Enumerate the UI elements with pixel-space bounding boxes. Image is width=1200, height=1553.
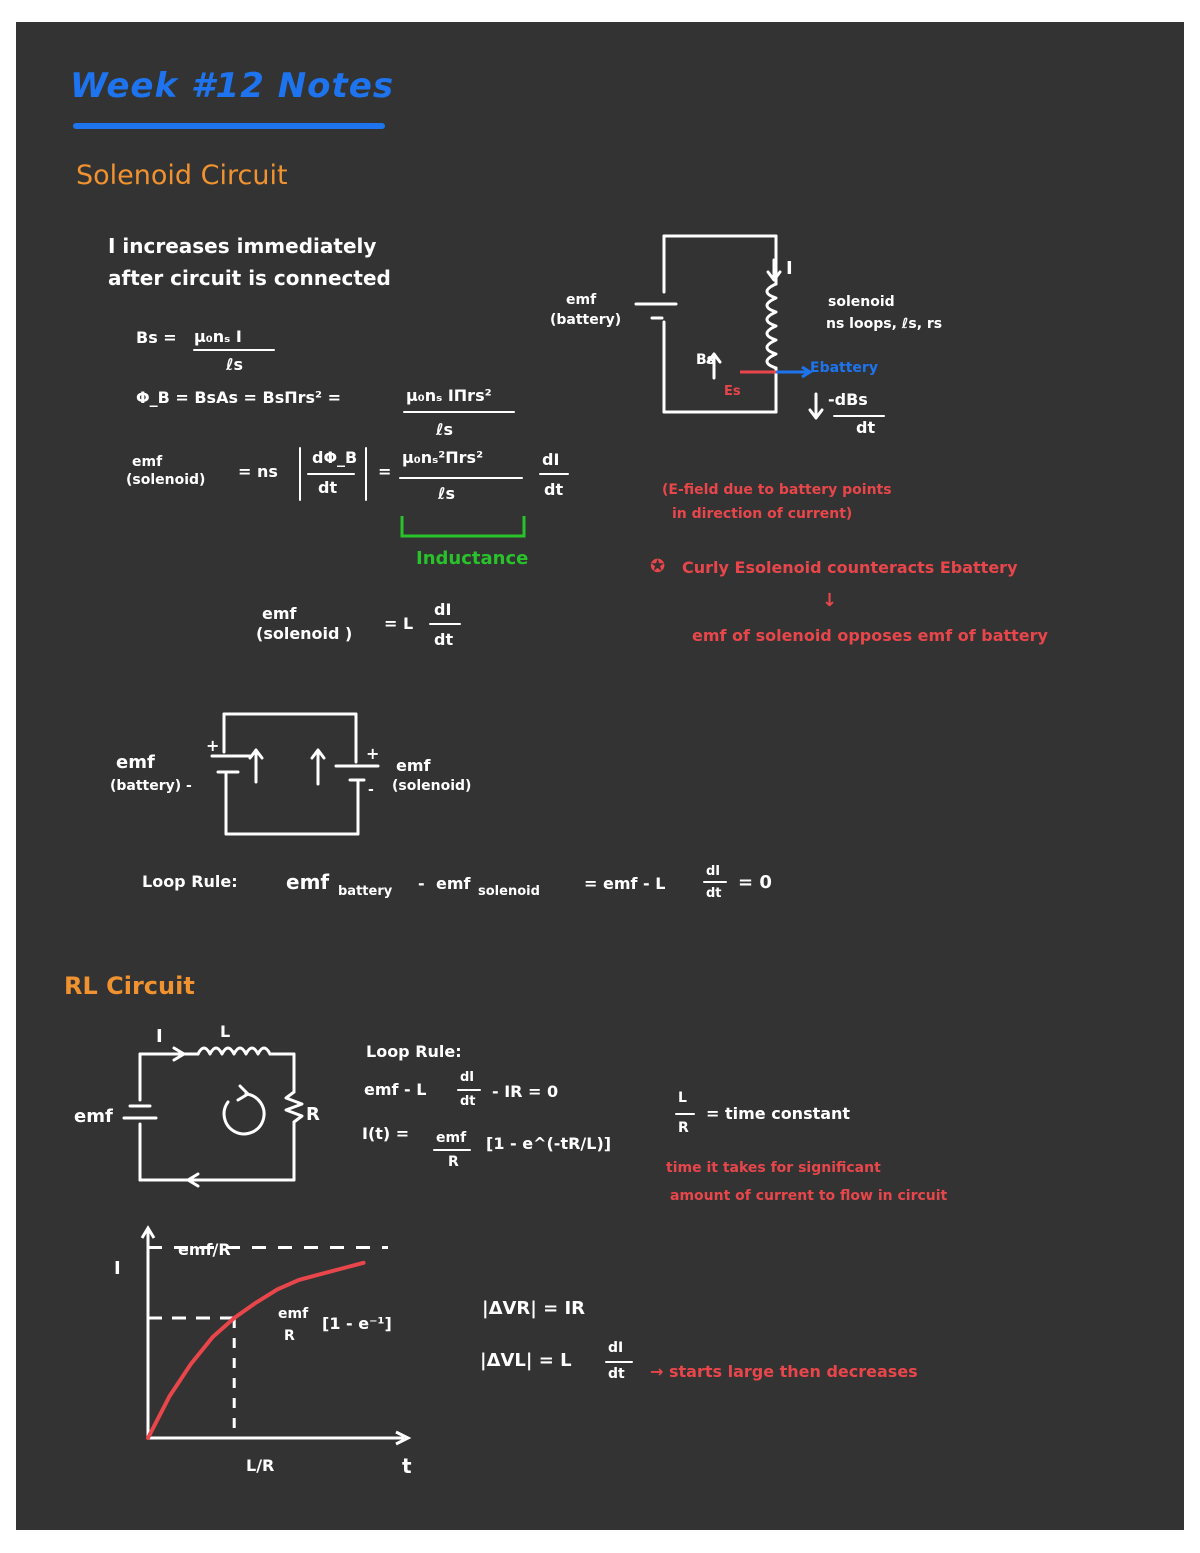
page-title: Week #12 Notes — [70, 66, 395, 106]
chart-point — [297, 1278, 300, 1281]
loop-rule-emf2: emf — [436, 874, 471, 893]
chart-x-label: t — [402, 1454, 412, 1478]
time-const-text: = time constant — [706, 1104, 851, 1123]
chart-marker-tail: [1 - e⁻¹] — [322, 1314, 392, 1333]
loop-left-plus: + — [206, 736, 220, 755]
rl-loop-eq-b: - IR = 0 — [492, 1082, 559, 1101]
chart-point — [190, 1362, 193, 1365]
dv-l-den: dt — [608, 1366, 625, 1382]
loop-rule-num: dI — [706, 864, 721, 879]
eq-emf-lhs-bottom: (solenoid) — [126, 472, 206, 488]
loop-right-top: emf — [396, 756, 431, 775]
chart-marker-num: emf — [278, 1306, 309, 1322]
eq-emf-den: ℓs — [438, 484, 456, 503]
diagram-solenoid-bottom: ns loops, ℓs, rs — [826, 316, 943, 332]
eq-emfL-den: dt — [434, 630, 454, 649]
time-note-1: time it takes for significant — [666, 1160, 881, 1176]
rl-current-eq-lhs: I(t) = — [362, 1124, 410, 1143]
diagram-dbs-den: dt — [856, 418, 876, 437]
loop-right-minus: - — [368, 782, 374, 798]
chart-point — [168, 1395, 171, 1398]
chart-asymptote-label: emf/R — [178, 1240, 231, 1259]
eq-emf-eq: = — [378, 462, 392, 481]
chart-point — [340, 1267, 343, 1270]
note-efield-2: in direction of current) — [672, 506, 853, 522]
chart-point — [211, 1336, 214, 1339]
rl-current-eq-den: R — [448, 1154, 459, 1170]
loop-right-bottom: (solenoid) — [392, 778, 472, 794]
time-const-num: L — [678, 1090, 687, 1106]
time-const-den: R — [678, 1120, 689, 1136]
loop-rule-den: dt — [706, 886, 722, 901]
loop-rule-end: = 0 — [738, 872, 772, 893]
loop-rule-emf1: emf — [286, 870, 330, 894]
chart-point — [147, 1437, 150, 1440]
eq-bs-lhs: Bs = — [136, 328, 177, 347]
note-curly: Curly Esolenoid counteracts Ebattery — [682, 558, 1018, 577]
notes-page — [16, 22, 1184, 1530]
loop-right-plus: + — [366, 744, 380, 763]
solenoid-heading: Solenoid Circuit — [76, 160, 288, 191]
eq-flux-num: μ₀nₛ IΠrs² — [406, 386, 492, 405]
rl-heading: RL Circuit — [64, 972, 195, 1000]
chart-y-label: I — [114, 1258, 121, 1279]
dv-l-lhs: |ΔVL| = L — [480, 1350, 572, 1371]
eq-emfL-num: dI — [434, 600, 452, 619]
loop-rule-sub1: battery — [338, 884, 393, 899]
rl-current-eq-num: emf — [436, 1130, 467, 1146]
rl-resistor-label: R — [306, 1104, 320, 1125]
chart-point — [319, 1273, 322, 1276]
diagram-ebattery-label: Ebattery — [810, 360, 878, 376]
diagram-dbs-label: -dBs — [828, 390, 868, 409]
eq-emfL-rhs: = L — [384, 614, 414, 633]
diagram-bs-label: Bs — [696, 352, 716, 368]
rl-inductor-label: L — [220, 1022, 231, 1041]
rl-loop-eq-den: dt — [460, 1094, 476, 1109]
loop-rule-sub2: solenoid — [478, 884, 540, 899]
rl-loop-eq-a: emf - L — [364, 1080, 427, 1099]
chart-point — [276, 1288, 279, 1291]
inductance-label: Inductance — [416, 548, 529, 569]
eq-flux-den: ℓs — [436, 420, 454, 439]
eq-emf-lhs-top: emf — [132, 454, 163, 470]
chart-x-tick: L/R — [246, 1456, 275, 1475]
note-arrow-down: ↓ — [822, 590, 838, 611]
diagram-current-label: I — [786, 258, 793, 279]
diagram-es-label: Es — [724, 384, 741, 399]
dv-r: |ΔVR| = IR — [482, 1298, 586, 1319]
chart-series-line — [148, 1263, 364, 1438]
star-icon: ✪ — [650, 556, 666, 577]
intro-line-2: after circuit is connected — [108, 266, 391, 290]
rl-loop-rule-label: Loop Rule: — [366, 1042, 462, 1061]
eq-emf-tail-den: dt — [544, 480, 564, 499]
chart-point — [362, 1261, 365, 1264]
dv-l-note: → starts large then decreases — [650, 1362, 918, 1381]
loop-rule-minus: - — [418, 874, 425, 893]
eq-flux-lhs: Φ_B = BsAs = BsΠrs² = — [136, 388, 342, 407]
rl-current-label: I — [156, 1026, 163, 1047]
eq-bs-num: μ₀nₛ I — [194, 327, 242, 346]
rl-loop-eq-num: dI — [460, 1070, 475, 1085]
eq-emf-deriv-num: dΦ_B — [312, 448, 358, 467]
rl-current-eq-rhs: [1 - e^(-tR/L)] — [486, 1134, 612, 1153]
chart-point — [233, 1317, 236, 1320]
intro-line-1: I increases immediately — [108, 234, 377, 258]
eq-emf-mid: = ns — [238, 462, 278, 481]
eq-emfL-lhs-bottom: (solenoid ) — [256, 624, 353, 643]
diagram-solenoid-top: solenoid — [828, 294, 895, 310]
loop-left-top: emf — [116, 752, 155, 773]
time-note-2: amount of current to flow in circuit — [670, 1188, 948, 1204]
diagram-emf-bottom: (battery) — [550, 312, 622, 328]
eq-emf-num: μ₀nₛ²Πrs² — [402, 448, 484, 467]
chart-marker-den: R — [284, 1328, 295, 1344]
diagram-emf-top: emf — [566, 292, 597, 308]
loop-rule-label: Loop Rule: — [142, 872, 238, 891]
rl-emf-label: emf — [74, 1106, 113, 1127]
note-oppose: emf of solenoid opposes emf of battery — [692, 626, 1048, 645]
dv-l-num: dI — [608, 1340, 624, 1356]
rl-current-chart — [16, 22, 1184, 1530]
note-efield-1: (E-field due to battery points — [662, 482, 892, 498]
eq-bs-den: ℓs — [226, 355, 244, 374]
loop-left-bottom: (battery) - — [110, 778, 192, 794]
chart-point — [254, 1301, 257, 1304]
eq-emf-tail-num: dI — [542, 450, 560, 469]
loop-rule-rhs: = emf - L — [584, 874, 666, 893]
eq-emf-deriv-den: dt — [318, 478, 338, 497]
eq-emfL-lhs-top: emf — [262, 604, 297, 623]
